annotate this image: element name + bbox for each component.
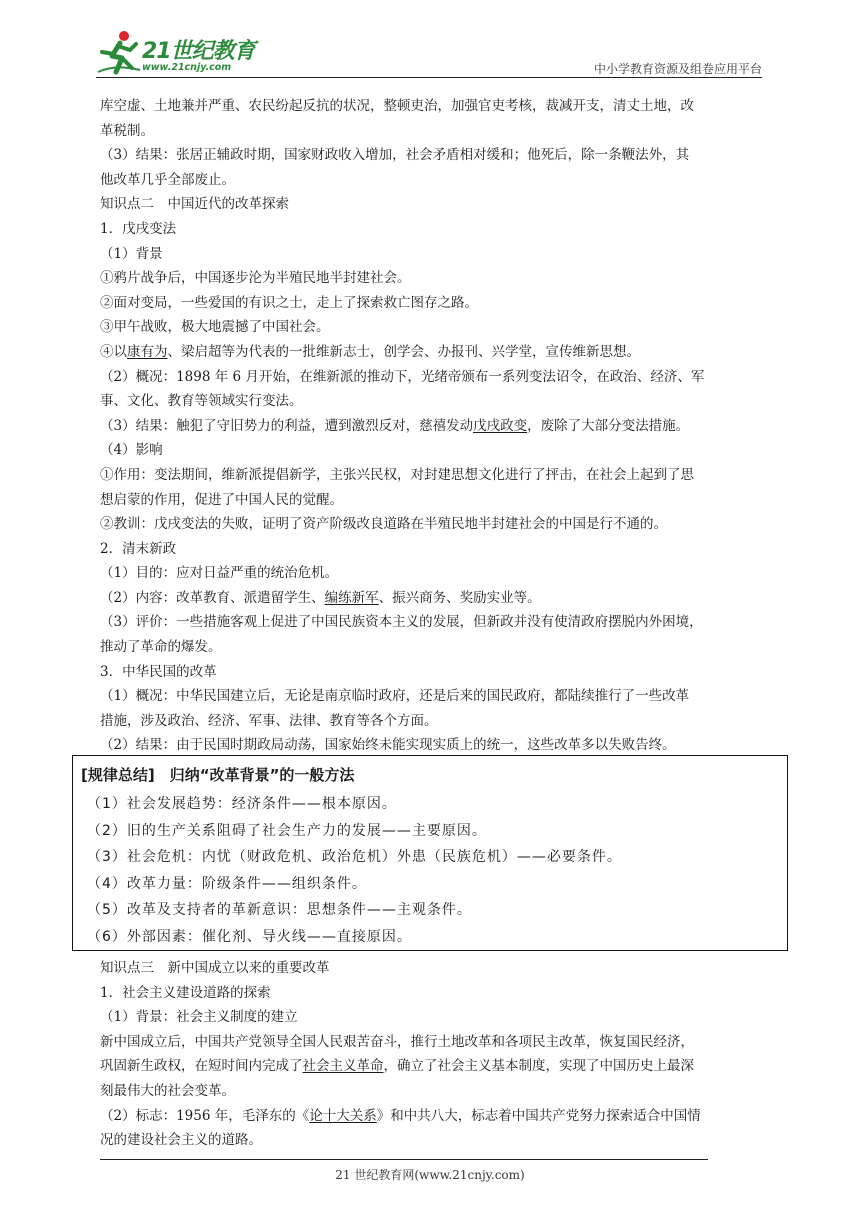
paragraph: ②面对变局，一些爱国的有识之士，走上了探索救亡图存之路。 xyxy=(100,294,478,311)
text-span: 巩固新生政权，在短时间内完成了 xyxy=(100,1058,303,1075)
paragraph: 事、文化、教育等领域实行变法。 xyxy=(100,393,303,410)
paragraph xyxy=(100,414,766,439)
text-span: ④以 xyxy=(100,343,127,360)
section-heading: 知识点三 新中国成立以来的重要改革 xyxy=(100,960,330,976)
paragraph xyxy=(100,1054,766,1079)
subheading: 3．中华民国的改革 xyxy=(100,663,217,680)
summary-item: （2）旧的生产关系阻碍了社会生产力的发展——主要原因。 xyxy=(87,822,487,839)
summary-list xyxy=(87,791,622,951)
paragraph: 刻最伟大的社会变革。 xyxy=(100,1082,235,1099)
paragraph xyxy=(100,1104,766,1129)
header-divider xyxy=(96,77,762,78)
page-footer: 21 世纪教育网(www.21cnjy.com) xyxy=(335,1168,525,1182)
text-span: ，确立了社会主义基本制度，实现了中国历史上最深 xyxy=(383,1058,694,1075)
text-span: （2）标志：1956 年，毛泽东的《 xyxy=(100,1107,310,1124)
text-span: 、振兴商务、奖励实业等。 xyxy=(378,589,541,606)
paragraph: 新中国成立后，中国共产党领导全国人民艰苦奋斗，推行土地改革和各项民主改革，恢复国民经济， xyxy=(100,1033,694,1050)
paragraph: 措施，涉及政治、经济、军事、法律、教育等各个方面。 xyxy=(100,712,438,729)
section-heading: 知识点二 中国近代的改革探索 xyxy=(100,196,289,213)
summary-item: （4）改革力量：阶级条件——组织条件。 xyxy=(87,875,367,892)
summary-title: [规律总结] 归纳“改革背景”的一般方法 xyxy=(81,766,355,784)
summary-item: （5）改革及支持者的革新意识：思想条件——主观条件。 xyxy=(87,902,472,919)
paragraph: ②教训：戊戌变法的失败，证明了资产阶级改良道路在半殖民地半封建社会的中国是行不通的。 xyxy=(100,516,667,533)
paragraph: （1）背景：社会主义制度的建立 xyxy=(100,1009,298,1026)
logo-url: www.21cnjy.com xyxy=(142,62,232,73)
text-span: （3）结果：触犯了守旧势力的利益，遭到激烈反对，慈禧发动 xyxy=(100,417,474,434)
paragraph: ③甲午战败，极大地震撼了中国社会。 xyxy=(100,319,330,336)
subheading: 1．戊戌变法 xyxy=(100,220,177,237)
logo xyxy=(96,28,266,78)
subheading: 1．社会主义建设道路的探索 xyxy=(100,984,271,1001)
underlined-term: 戊戌政变 xyxy=(473,417,528,434)
paragraph: 库空虚、土地兼并严重、农民纷起反抗的状况，整顿吏治，加强官吏考核，裁减开支，清丈土地，改 xyxy=(100,98,694,114)
paragraph: （3）结果：张居正辅政时期，国家财政收入增加，社会矛盾相对缓和；他死后，除一条鞭法外，其 xyxy=(100,147,690,164)
logo-text: 21世纪教育 xyxy=(142,39,255,64)
runner-icon xyxy=(96,28,142,78)
paragraph xyxy=(100,586,766,611)
paragraph xyxy=(100,340,766,365)
underlined-term: 社会主义革命 xyxy=(302,1058,384,1075)
paragraph: 革税制。 xyxy=(100,122,154,139)
paragraph: 他改革几乎全部废止。 xyxy=(100,171,235,188)
paragraph: （4）影响 xyxy=(100,442,163,459)
summary-box xyxy=(72,755,788,951)
text-span: 》和中共八大，标志着中国共产党努力探索适合中国情 xyxy=(376,1107,701,1124)
paragraph: （1）背景 xyxy=(100,245,163,262)
main-text-continued xyxy=(100,956,766,1153)
paragraph: 想启蒙的作用，促进了中国人民的觉醒。 xyxy=(100,491,343,508)
text-span: （2）内容：改革教育、派遣留学生、 xyxy=(100,589,325,606)
paragraph: 推动了革命的爆发。 xyxy=(100,639,222,656)
paragraph: ①作用：变法期间，维新派提倡新学，主张兴民权，对封建思想文化进行了抨击，在社会上起到了思 xyxy=(100,466,694,483)
summary-item: （6）外部因素：催化剂、导火线——直接原因。 xyxy=(87,928,412,945)
paragraph: （1）目的：应对日益严重的统治危机。 xyxy=(100,565,339,582)
underlined-term: 编练新军 xyxy=(324,589,379,606)
summary-item: （3）社会危机：内忧（财政危机、政治危机）外患（民族危机）——必要条件。 xyxy=(87,849,622,866)
paragraph: （1）概况：中华民国建立后，无论是南京临时政府，还是后来的国民政府，都陆续推行了一些改革 xyxy=(100,688,690,705)
paragraph: （3）评价：一些措施客观上促进了中国民族资本主义的发展，但新政并没有使清政府摆脱内外困境， xyxy=(100,614,703,631)
footer-divider xyxy=(100,1159,708,1160)
paragraph: ①鸦片战争后，中国逐步沦为半殖民地半封建社会。 xyxy=(100,270,411,287)
paragraph: （2）概况：1898 年 6 月开始，在维新派的推动下，光绪帝颁布一系列变法诏令，在政治、经济、军 xyxy=(100,368,705,385)
text-span: 、梁启超等为代表的一批维新志士，创学会、办报刊、兴学堂，宣传维新思想。 xyxy=(167,343,640,360)
main-text xyxy=(100,94,766,758)
summary-item: （1）社会发展趋势：经济条件——根本原因。 xyxy=(87,796,397,812)
header-platform-name: 中小学教育资源及组卷应用平台 xyxy=(593,62,762,76)
underlined-term: 论十大关系 xyxy=(309,1107,377,1124)
text-span: ，废除了大部分变法措施。 xyxy=(527,417,690,434)
paragraph: 况的建设社会主义的道路。 xyxy=(100,1132,262,1149)
underlined-term: 康有为 xyxy=(127,343,168,360)
paragraph: （2）结果：由于民国时期政局动荡，国家始终未能实现实质上的统一，这些改革多以失败告终。 xyxy=(100,737,676,754)
subheading: 2．清末新政 xyxy=(100,540,177,557)
page-header xyxy=(96,28,762,80)
